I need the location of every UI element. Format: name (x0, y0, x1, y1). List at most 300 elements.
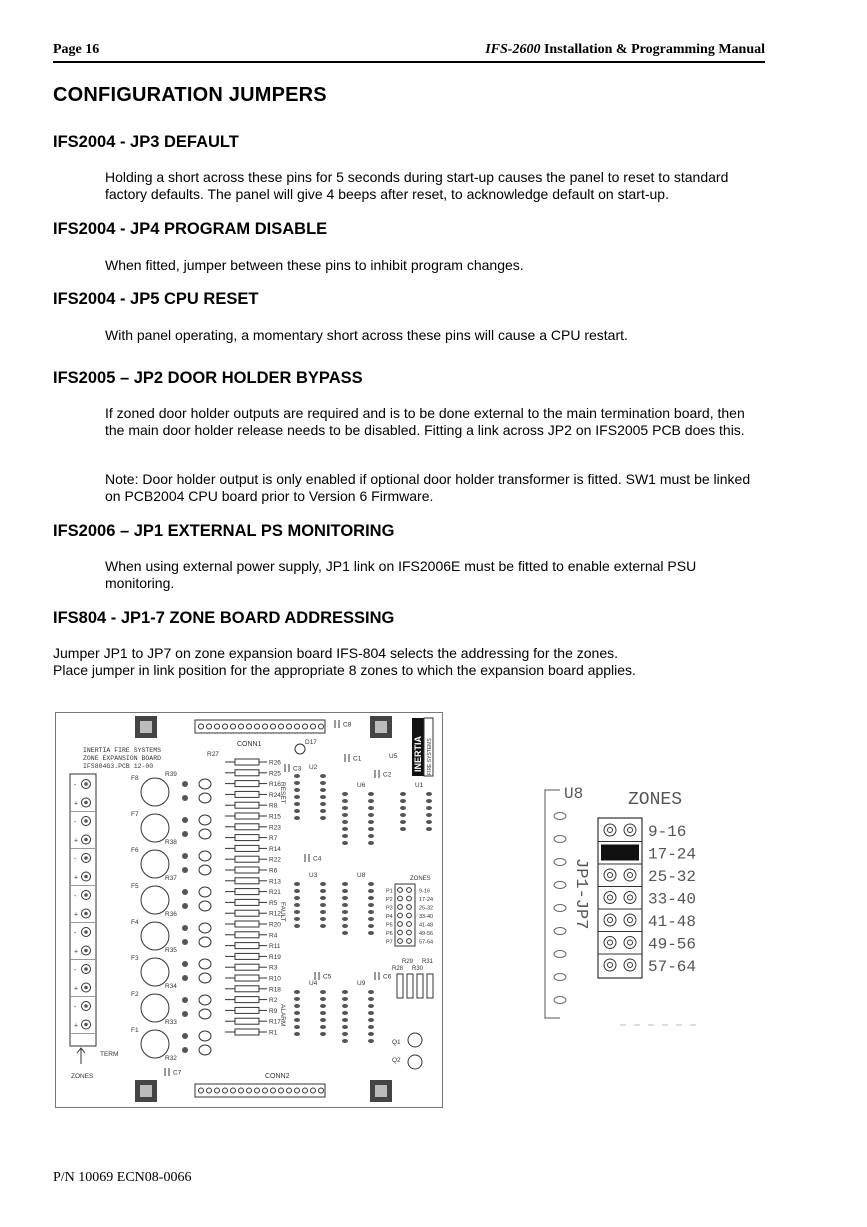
chip-pin (426, 813, 432, 817)
fuse-label: F1 (131, 1027, 139, 1034)
chip-pin (320, 990, 326, 994)
fuse-label: F5 (131, 883, 139, 890)
section-text-jp1: When using external power supply, JP1 link on IFS2006E must be fitted to enable external PSU monitoring. (105, 558, 697, 591)
section-heading-jp1: IFS2006 – JP1 EXTERNAL PS MONITORING (53, 522, 395, 540)
chip-pin (368, 889, 374, 893)
chip-pin (342, 896, 348, 900)
jumper-link-selected (601, 845, 639, 861)
chip-pin (320, 788, 326, 792)
mini-zone-range: 9-16 (419, 888, 431, 895)
section-text-jp2: If zoned door holder outputs are required and is to be done external to the main termination board, then the main door holder release needs to be disabled. Fitting a link across JP2 on IFS2005 PCB does this. (105, 405, 745, 438)
pad (182, 939, 188, 945)
jumper-pin-inner (628, 918, 633, 923)
chip-pin (320, 924, 326, 928)
terminal-screw-center (84, 967, 88, 971)
pad (182, 889, 188, 895)
chip-pin (320, 896, 326, 900)
resistor-label: R26 (269, 759, 281, 767)
zoom-zone-range: 25-32 (648, 868, 697, 886)
side-resistor-label: R39 (165, 771, 177, 778)
resistor-label: R22 (269, 856, 281, 864)
chip-pin (294, 802, 300, 806)
chip-pin (294, 774, 300, 778)
resistor-label: R27 (207, 751, 219, 758)
resistor-label: R21 (269, 889, 281, 897)
chip-pin (342, 924, 348, 928)
resistor-label: R29 (402, 959, 414, 965)
chip-pin (368, 820, 374, 824)
section-text-jp1-7-line2: Place jumper in link position for the appropriate 8 zones to which the expansion board applies. (53, 662, 636, 678)
jumper-pin (604, 824, 616, 836)
pad (182, 925, 188, 931)
jumper-pin (624, 937, 636, 949)
section-heading-jp3: IFS2004 - JP3 DEFAULT (53, 133, 239, 151)
chip-pin (320, 910, 326, 914)
chip-pin (342, 910, 348, 914)
zoom-zone-range: 57-64 (648, 958, 697, 976)
terminal-screw-center (84, 930, 88, 934)
chip-pin (320, 1004, 326, 1008)
resistor-label: R7 (269, 835, 278, 843)
chip-pin (342, 990, 348, 994)
chip-pin (320, 1018, 326, 1022)
terminal-sign: + (74, 800, 79, 808)
chip-pin (294, 816, 300, 820)
mini-jumper-label: P1 (386, 888, 393, 895)
board-brand: INERTIA (413, 736, 423, 772)
chip-pin (320, 802, 326, 806)
jumper-zoom-diagram (530, 780, 730, 1030)
chip-pin (320, 795, 326, 799)
resistor-label: R16 (269, 781, 281, 789)
chip-pin (342, 917, 348, 921)
pad (182, 817, 188, 823)
chip-label: U8 (357, 872, 366, 879)
manual-title (485, 42, 765, 58)
page-number: Page 16 (53, 42, 100, 57)
zoom-chip-pin (554, 836, 566, 843)
fuse-label: F8 (131, 775, 139, 782)
chip-pin (342, 813, 348, 817)
zoom-chip-pin (554, 951, 566, 958)
capacitor-label: C7 (173, 1069, 182, 1077)
mini-jumper-label: P6 (386, 931, 393, 937)
chip-pin (294, 1004, 300, 1008)
chip-pin (320, 882, 326, 886)
pad (182, 795, 188, 801)
page-footer: P/N 10069 ECN08-0066 (53, 1170, 192, 1185)
chip-pin (342, 841, 348, 845)
zoom-chip-pin (554, 928, 566, 935)
jumper-pin-inner (628, 873, 633, 878)
chip-label: U6 (357, 782, 366, 789)
jumper-pin-inner (608, 873, 613, 878)
pad (182, 997, 188, 1003)
chip-pin (368, 813, 374, 817)
resistor-label: R4 (269, 932, 278, 940)
jumper-pin-inner (628, 963, 633, 968)
chip-pin (426, 799, 432, 803)
terminal-sign: - (74, 930, 77, 937)
chip-pin (426, 820, 432, 824)
chip-pin (368, 990, 374, 994)
pad (182, 831, 188, 837)
pad (182, 1011, 188, 1017)
chip-pin (294, 788, 300, 792)
chip-pin (400, 820, 406, 824)
zoom-chip-pin (554, 974, 566, 981)
section-note-jp2: Note: Door holder output is only enabled if optional door holder transformer is fitted. SW1 must be linked on PCB2004 CPU board prior to Version 6 Firmware. (105, 471, 751, 504)
jumper-pin (624, 959, 636, 971)
alarm-label: ALARM (279, 1004, 286, 1027)
side-resistor-label: R35 (165, 947, 177, 954)
chip-pin (294, 1011, 300, 1015)
zoom-jp-label: JP1-JP7 (571, 858, 590, 930)
chip-label: U1 (415, 782, 424, 789)
chip-pin (342, 903, 348, 907)
section-heading-jp1-7: IFS804 - JP1-7 ZONE BOARD ADDRESSING (53, 609, 395, 627)
chip-pin (368, 1025, 374, 1029)
terminal-screw-center (84, 986, 88, 990)
chip-label: U3 (309, 872, 318, 879)
chip-pin (294, 809, 300, 813)
side-resistor-label: R33 (165, 1019, 177, 1026)
chip-pin (400, 792, 406, 796)
chip-pin (400, 813, 406, 817)
jumper-pin (624, 824, 636, 836)
jumper-pin (604, 914, 616, 926)
side-resistor-label: R36 (165, 911, 177, 918)
chip-pin (294, 882, 300, 886)
chip-pin (368, 1039, 374, 1043)
jumper-pin-inner (608, 963, 613, 968)
resistor-label: R10 (269, 975, 281, 983)
chip-pin (294, 910, 300, 914)
chip-pin (294, 1025, 300, 1029)
zoom-zone-range: 17-24 (648, 845, 697, 864)
jumper-pin-inner (608, 940, 613, 945)
terminal-sign: + (74, 1022, 79, 1030)
board-title-2: ZONE EXPANSION BOARD (83, 755, 162, 762)
side-resistor-label: R32 (165, 1055, 177, 1062)
resistor-label: R14 (269, 845, 281, 853)
terminal-sign: - (74, 967, 77, 974)
terminal-screw-center (84, 875, 88, 879)
diode-label: D17 (305, 739, 317, 746)
resistor-label: R18 (269, 986, 281, 994)
board-title-3: IFS804G3.PCB 12-00 (83, 763, 154, 770)
terminal-screw-center (84, 893, 88, 897)
chip-pin (342, 799, 348, 803)
fuse-label: F2 (131, 991, 139, 998)
chip-pin (368, 882, 374, 886)
resistor-label: R15 (269, 813, 281, 821)
resistor-label: R11 (269, 943, 281, 951)
jumper-pin (624, 869, 636, 881)
terminal-screw-center (84, 912, 88, 916)
zoom-zone-range: 9-16 (648, 823, 687, 841)
resistor-label: R19 (269, 953, 281, 961)
fault-label: FAULT (279, 902, 286, 922)
terminal-sign: - (74, 1004, 77, 1011)
chip-pin (320, 774, 326, 778)
jumper-pin-inner (628, 895, 633, 900)
side-resistor-label: R34 (165, 983, 177, 990)
side-resistor-label: R38 (165, 839, 177, 846)
resistor-label: R2 (269, 997, 278, 1005)
chip-label: U9 (357, 980, 366, 987)
chip-pin (342, 1032, 348, 1036)
fuse-label: F3 (131, 955, 139, 962)
conn2-label: CONN2 (265, 1073, 290, 1080)
section-text-jp3: Holding a short across these pins for 5 seconds during start-up causes the panel to reset to standard factory defaults. The panel will give 4 beeps after reset, to acknowledge default on start-up. (105, 169, 729, 202)
capacitor-label: C2 (383, 771, 392, 779)
jumper-pin-inner (628, 828, 633, 833)
chip-pin (320, 1011, 326, 1015)
chip-pin (320, 889, 326, 893)
jumper-pin (604, 959, 616, 971)
chip-pin (320, 816, 326, 820)
chip-pin (368, 792, 374, 796)
mini-zone-range: 41-48 (419, 922, 434, 929)
fuse-label: F6 (131, 847, 139, 854)
chip-pin (342, 997, 348, 1001)
chip-pin (294, 990, 300, 994)
chip-pin (426, 827, 432, 831)
chip-pin (342, 834, 348, 838)
resistor-label: R13 (269, 878, 281, 886)
mini-zones-label: ZONES (410, 876, 431, 882)
term-label: TERM (100, 1051, 119, 1058)
chip-pin (320, 1025, 326, 1029)
page-title: CONFIGURATION JUMPERS (53, 84, 327, 106)
section-text-jp4: When fitted, jumper between these pins to inhibit program changes. (105, 257, 524, 273)
mini-zone-range: 25-32 (419, 905, 434, 912)
capacitor-label: C6 (383, 973, 392, 981)
chip-pin (342, 792, 348, 796)
chip-pin (342, 1011, 348, 1015)
chip-pin (342, 1018, 348, 1022)
board-brand-sub: FIRE SYSTEMS (427, 738, 433, 775)
terminal-sign: - (74, 893, 77, 900)
chip-pin (368, 896, 374, 900)
pad (182, 975, 188, 981)
resistor-label: R25 (269, 770, 281, 778)
terminal-screw-center (84, 1004, 88, 1008)
zoom-title: ZONES (628, 790, 683, 810)
zoom-chip-pin (554, 859, 566, 866)
terminal-screw-center (84, 782, 88, 786)
chip-pin (320, 917, 326, 921)
chip-pin (294, 1018, 300, 1022)
zoom-chip-label: U8 (564, 785, 584, 803)
pad (182, 781, 188, 787)
chip-pin (400, 827, 406, 831)
chip-pin (426, 792, 432, 796)
resistor-label: R1 (269, 1029, 278, 1037)
chip-pin (368, 834, 374, 838)
mini-zone-range: 17-24 (419, 897, 434, 903)
zoom-zone-range: 33-40 (648, 890, 697, 909)
board-zones-label: ZONES (71, 1073, 94, 1080)
transistor-label: Q2 (392, 1057, 401, 1064)
terminal-sign: + (74, 948, 79, 956)
chip-pin (294, 1032, 300, 1036)
resistor-label: R8 (269, 802, 278, 810)
chip-pin (342, 820, 348, 824)
resistor-label: R12 (269, 910, 281, 918)
jumper-pin (604, 892, 616, 904)
terminal-screw-center (84, 856, 88, 860)
chip-label: U4 (309, 980, 318, 987)
jumper-pin-inner (608, 895, 613, 900)
resistor-label: R28 (392, 966, 404, 972)
resistor-label: R23 (269, 824, 281, 832)
pad (182, 853, 188, 859)
mini-zone-range: 57-64 (419, 939, 434, 946)
mini-jumper-label: P7 (386, 939, 393, 946)
section-heading-jp4: IFS2004 - JP4 PROGRAM DISABLE (53, 220, 328, 238)
conn1-label: CONN1 (237, 741, 262, 748)
terminal-sign: + (74, 985, 79, 993)
chip-pin (368, 1032, 374, 1036)
zoom-zone-range: 41-48 (648, 913, 697, 931)
capacitor-label: C5 (323, 973, 332, 981)
jumper-pin-inner (608, 828, 613, 833)
pad (182, 1047, 188, 1053)
chip-pin (342, 827, 348, 831)
terminal-screw-center (84, 801, 88, 805)
fuse-label: F7 (131, 811, 139, 818)
chip-pin (320, 1032, 326, 1036)
board-title-1: INERTIA FIRE SYSTEMS (83, 747, 162, 754)
chip-pin (400, 799, 406, 803)
chip-pin (368, 1011, 374, 1015)
jumper-pin-inner (608, 918, 613, 923)
chip-pin (342, 1025, 348, 1029)
chip-pin (342, 882, 348, 886)
chip-pin (294, 903, 300, 907)
chip-pin (368, 799, 374, 803)
chip-pin (368, 931, 374, 935)
chip-pin (320, 903, 326, 907)
terminal-sign: + (74, 837, 79, 845)
zoom-chip-pin (554, 905, 566, 912)
chip-label: U5 (389, 753, 398, 760)
chip-pin (368, 827, 374, 831)
section-text-jp5: With panel operating, a momentary short across these pins will cause a CPU restart. (105, 327, 628, 343)
terminal-screw-center (84, 819, 88, 823)
resistor-label: R17 (269, 1018, 281, 1026)
jumper-pin (604, 937, 616, 949)
chip-pin (368, 924, 374, 928)
chip-pin (320, 997, 326, 1001)
terminal-sign: + (74, 874, 79, 882)
chip-pin (294, 795, 300, 799)
resistor-label: R30 (412, 966, 424, 972)
zoom-chip-pin (554, 997, 566, 1004)
side-resistor-label: R37 (165, 875, 177, 882)
mini-zone-range: 49-56 (419, 931, 434, 937)
pad (182, 867, 188, 873)
chip-pin (368, 910, 374, 914)
mini-jumper-label: P3 (386, 905, 393, 912)
terminal-sign: - (74, 819, 77, 826)
zoom-chip-pin (554, 813, 566, 820)
jumper-pin (624, 914, 636, 926)
terminal-screw-center (84, 1023, 88, 1027)
pad (182, 903, 188, 909)
zoom-zone-range: 49-56 (648, 935, 697, 954)
terminal-sign: - (74, 782, 77, 789)
chip-pin (368, 997, 374, 1001)
chip-pin (342, 1039, 348, 1043)
chip-pin (368, 1004, 374, 1008)
mini-jumper-label: P2 (386, 897, 393, 903)
reset-label: RESET (279, 782, 286, 804)
chip-pin (294, 997, 300, 1001)
jumper-pin (604, 869, 616, 881)
terminal-sign: - (74, 856, 77, 863)
chip-pin (294, 781, 300, 785)
zone-board-diagram (55, 712, 443, 1108)
resistor-label: R31 (422, 959, 434, 965)
resistor-label: R20 (269, 921, 281, 929)
capacitor-label: C1 (353, 755, 362, 763)
mini-zone-range: 33-40 (419, 914, 434, 920)
chip-pin (400, 806, 406, 810)
section-heading-jp2: IFS2005 – JP2 DOOR HOLDER BYPASS (53, 369, 363, 387)
zoom-chip-pin (554, 882, 566, 889)
terminal-screw-center (84, 949, 88, 953)
manual-model: IFS-2600 (485, 42, 541, 57)
chip-pin (368, 806, 374, 810)
mini-jumper-label: P5 (386, 922, 393, 929)
chip-pin (342, 931, 348, 935)
page-header (53, 41, 765, 63)
capacitor-label: C8 (343, 721, 352, 729)
chip-pin (294, 917, 300, 921)
chip-pin (320, 809, 326, 813)
chip-pin (342, 1004, 348, 1008)
resistor-label: R24 (269, 791, 281, 799)
chip-label: U2 (309, 764, 318, 771)
chip-pin (368, 917, 374, 921)
jumper-pin (624, 892, 636, 904)
chip-pin (368, 841, 374, 845)
transistor-label: Q1 (392, 1039, 401, 1046)
chip-pin (320, 781, 326, 785)
capacitor-label: C3 (293, 765, 302, 773)
fuse-label: F4 (131, 919, 139, 926)
chip-pin (294, 924, 300, 928)
pad (182, 961, 188, 967)
manual-title-text: Installation & Programming Manual (543, 42, 765, 57)
section-heading-jp5: IFS2004 - JP5 CPU RESET (53, 290, 259, 308)
resistor-label: R5 (269, 899, 278, 907)
chip-pin (368, 903, 374, 907)
resistor-label: R3 (269, 964, 278, 972)
terminal-screw-center (84, 838, 88, 842)
resistor-label: R6 (269, 867, 278, 875)
resistor-label: R9 (269, 1007, 278, 1015)
section-text-jp1-7-line1: Jumper JP1 to JP7 on zone expansion board IFS-804 selects the addressing for the zones. (53, 645, 618, 661)
chip-pin (342, 889, 348, 893)
pad (182, 1033, 188, 1039)
chip-pin (342, 806, 348, 810)
mini-jumper-label: P4 (386, 914, 393, 920)
chip-pin (294, 896, 300, 900)
